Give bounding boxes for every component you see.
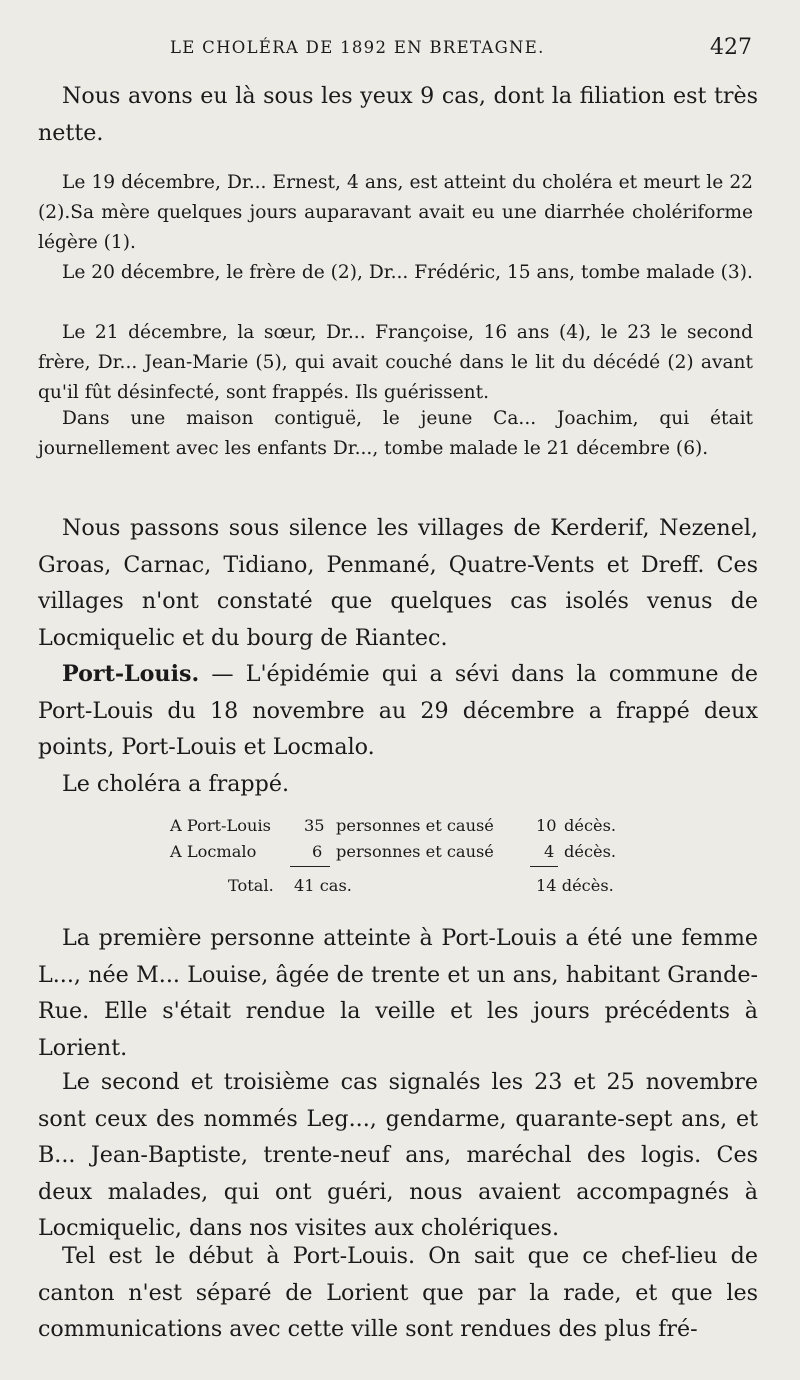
paragraph-case-ernest: Le 19 décembre, Dr... Ernest, 4 ans, est atteint du choléra et meurt le 22 (2).Sa mère quelques jours auparavant avait eu une diarrhée cholériforme légère (1). xyxy=(38,172,753,253)
total-rule-deaths xyxy=(530,866,558,867)
table-row xyxy=(0,816,800,840)
total-rule-cases xyxy=(290,866,330,867)
paragraph-port-louis xyxy=(38,656,758,766)
running-title: LE CHOLÉRA DE 1892 EN BRETAGNE. xyxy=(170,38,545,57)
paragraph-case-joachim: Dans une maison contiguë, le jeune Ca... Joachim, qui était journellement avec les enfants Dr..., tombe malade le 21 décembre (6). xyxy=(38,408,753,459)
total-label: Total. xyxy=(228,876,274,895)
row-deaths: 4 xyxy=(544,842,555,861)
row-deaths-label: décès. xyxy=(564,842,617,861)
row-count: 35 xyxy=(304,816,325,835)
row-count: 6 xyxy=(312,842,323,861)
table-total-row xyxy=(0,876,800,900)
total-deaths: 14 décès. xyxy=(536,876,614,895)
paragraph-filiation: Nous avons eu là sous les yeux 9 cas, dont la filiation est très nette. xyxy=(38,83,758,146)
row-persons: personnes et causé xyxy=(336,816,494,835)
paragraph-villages: Nous passons sous silence les villages de Kerderif, Nezenel, Groas, Carnac, Tidiano, Penmané, Quatre-Vents et Dreff. Ces villages n'ont constaté que quelques cas isolés venus de Locmiquelic et du bourg de Riantec. xyxy=(38,515,758,651)
row-place: A Locmalo xyxy=(170,842,257,861)
row-persons: personnes et causé xyxy=(336,842,494,861)
paragraph-debut-port-louis: Tel est le début à Port-Louis. On sait que ce chef-lieu de canton n'est séparé de Lorient que par la rade, et que les communications avec cette ville sont rendues des plus fré- xyxy=(38,1243,758,1342)
running-header xyxy=(0,35,800,68)
paragraph-second-third-case: Le second et troisième cas signalés les 23 et 25 novembre sont ceux des nommés Leg..., gendarme, quarante-sept ans, et B... Jean-Baptiste, trente-neuf ans, maréchal des logis. Ces deux malades, qui ont guéri, nous avaient accompagnés à Locmiquelic, dans nos visites aux cholériques. xyxy=(38,1069,758,1241)
page-number: 427 xyxy=(710,35,752,60)
table-row xyxy=(0,842,800,866)
paragraph-cholera-struck: Le choléra a frappé. xyxy=(62,771,290,797)
row-place: A Port-Louis xyxy=(170,816,271,835)
paragraph-case-frederic: Le 20 décembre, le frère de (2), Dr... Frédéric, 15 ans, tombe malade (3). xyxy=(62,262,753,283)
port-louis-heading: Port-Louis. xyxy=(62,661,200,687)
total-cases: 41 cas. xyxy=(294,876,352,895)
row-deaths-label: décès. xyxy=(564,816,617,835)
paragraph-first-case: La première personne atteinte à Port-Louis a été une femme L..., née M... Louise, âgée de trente et un ans, habitant Grande-Rue. Elle s'était rendue la veille et les jours précédents à Lorient. xyxy=(38,925,758,1061)
port-louis-text: — L'épidémie qui a sévi dans la commune de Port-Louis du 18 novembre au 29 décembre a frappé deux points, Port-Louis et Locmalo. xyxy=(38,661,758,760)
paragraph-case-francoise: Le 21 décembre, la sœur, Dr... Françoise, 16 ans (4), le 23 le second frère, Dr... Jean-Marie (5), qui avait couché dans le lit du décédé (2) avant qu'il fût désinfecté, sont frappés. Ils guérissent. xyxy=(38,322,753,403)
row-deaths: 10 xyxy=(536,816,557,835)
